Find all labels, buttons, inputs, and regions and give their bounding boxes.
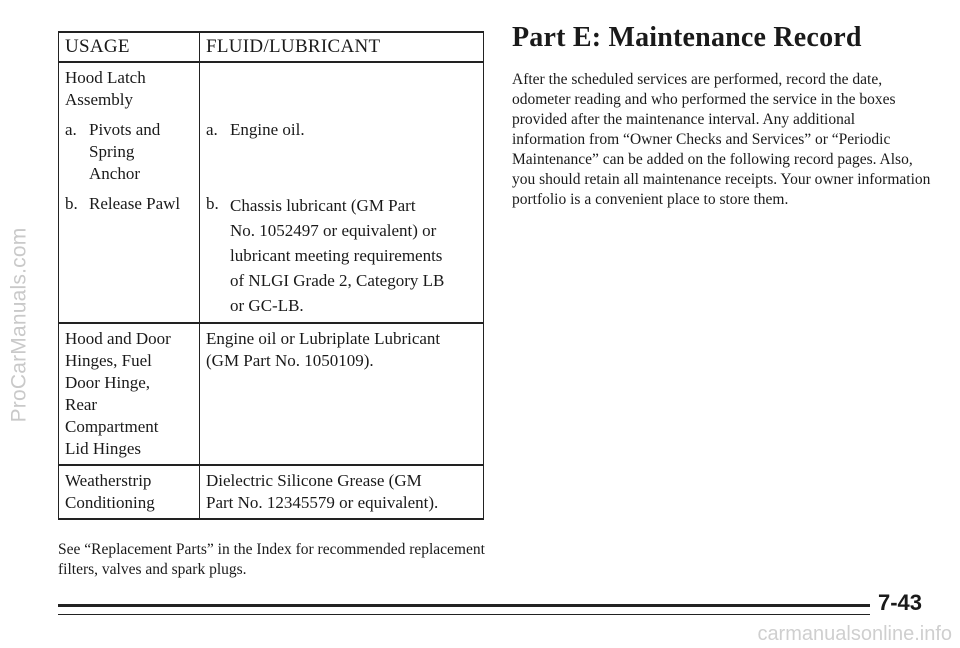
fluid-line: Chassis lubricant (GM Part — [230, 196, 416, 215]
usage-line: Assembly — [65, 90, 133, 109]
usage-line: Release Pawl — [89, 194, 181, 213]
item-letter: a. — [206, 120, 218, 139]
table-row — [59, 189, 484, 323]
intro-paragraph: After the scheduled services are performed, record the date, odometer reading and who performed the service in the boxes provided after the maintenance interval. Any additional information from “Owner Checks and Services” or “Periodic Maintenance” can be added on the following record pages. Also, you should retain all maintenance receipts. Your owner information portfolio is a convenient place to store them. — [512, 71, 931, 208]
footnote: See “Replacement Parts” in the Index for recommended replacement filters, valves and spark plugs. — [58, 541, 485, 578]
usage-cell — [59, 62, 200, 115]
usage-cell — [59, 189, 200, 323]
fluid-cell — [200, 323, 484, 465]
usage-line: Anchor — [89, 164, 140, 183]
fluid-line: (GM Part No. 1050109). — [206, 351, 374, 370]
usage-line: Hood and Door — [65, 329, 171, 348]
table-row — [59, 62, 484, 115]
fluid-cell — [200, 62, 484, 115]
fluid-cell — [200, 189, 484, 323]
usage-line: Hinges, Fuel — [65, 351, 152, 370]
lubrication-table — [58, 31, 484, 520]
fluid-line: Dielectric Silicone Grease (GM — [206, 471, 422, 490]
bottom-watermark: carmanualsonline.info — [757, 623, 952, 645]
fluid-header: FLUID/LUBRICANT — [200, 32, 484, 62]
footer-rule-thin — [58, 614, 870, 615]
fluid-line: lubricant meeting requirements — [230, 246, 443, 265]
usage-line: Pivots and — [89, 120, 161, 139]
page-number: 7-43 — [877, 590, 922, 615]
fluid-line: Engine oil. — [230, 120, 305, 139]
table-header-row — [59, 32, 484, 62]
side-watermark-text: ProCarManuals.com — [7, 227, 30, 423]
usage-cell — [59, 465, 200, 519]
fluid-cell — [200, 115, 484, 189]
usage-header: USAGE — [59, 32, 200, 62]
fluid-line: Part No. 12345579 or equivalent). — [206, 493, 439, 512]
table-row — [59, 465, 484, 519]
usage-line: Compartment — [65, 417, 159, 436]
usage-line: Hood Latch — [65, 68, 146, 87]
usage-cell — [59, 323, 200, 465]
item-letter: b. — [206, 194, 219, 213]
table-row — [59, 115, 484, 189]
fluid-cell — [200, 465, 484, 519]
usage-line: Spring — [89, 142, 135, 161]
item-letter: a. — [65, 120, 77, 139]
footer-rule-thick — [58, 604, 870, 607]
usage-line: Rear — [65, 395, 98, 414]
table-row — [59, 323, 484, 465]
side-watermark — [2, 10, 36, 640]
usage-line: Lid Hinges — [65, 439, 142, 458]
item-letter: b. — [65, 194, 78, 213]
fluid-line: Engine oil or Lubriplate Lubricant — [206, 329, 441, 348]
usage-cell — [59, 115, 200, 189]
usage-line: Weatherstrip — [65, 471, 152, 490]
fluid-line: No. 1052497 or equivalent) or — [230, 221, 437, 240]
section-heading: Part E: Maintenance Record — [512, 22, 862, 53]
usage-line: Door Hinge, — [65, 373, 150, 392]
fluid-line: or GC-LB. — [230, 296, 304, 315]
usage-line: Conditioning — [65, 493, 155, 512]
fluid-line: of NLGI Grade 2, Category LB — [230, 271, 445, 290]
